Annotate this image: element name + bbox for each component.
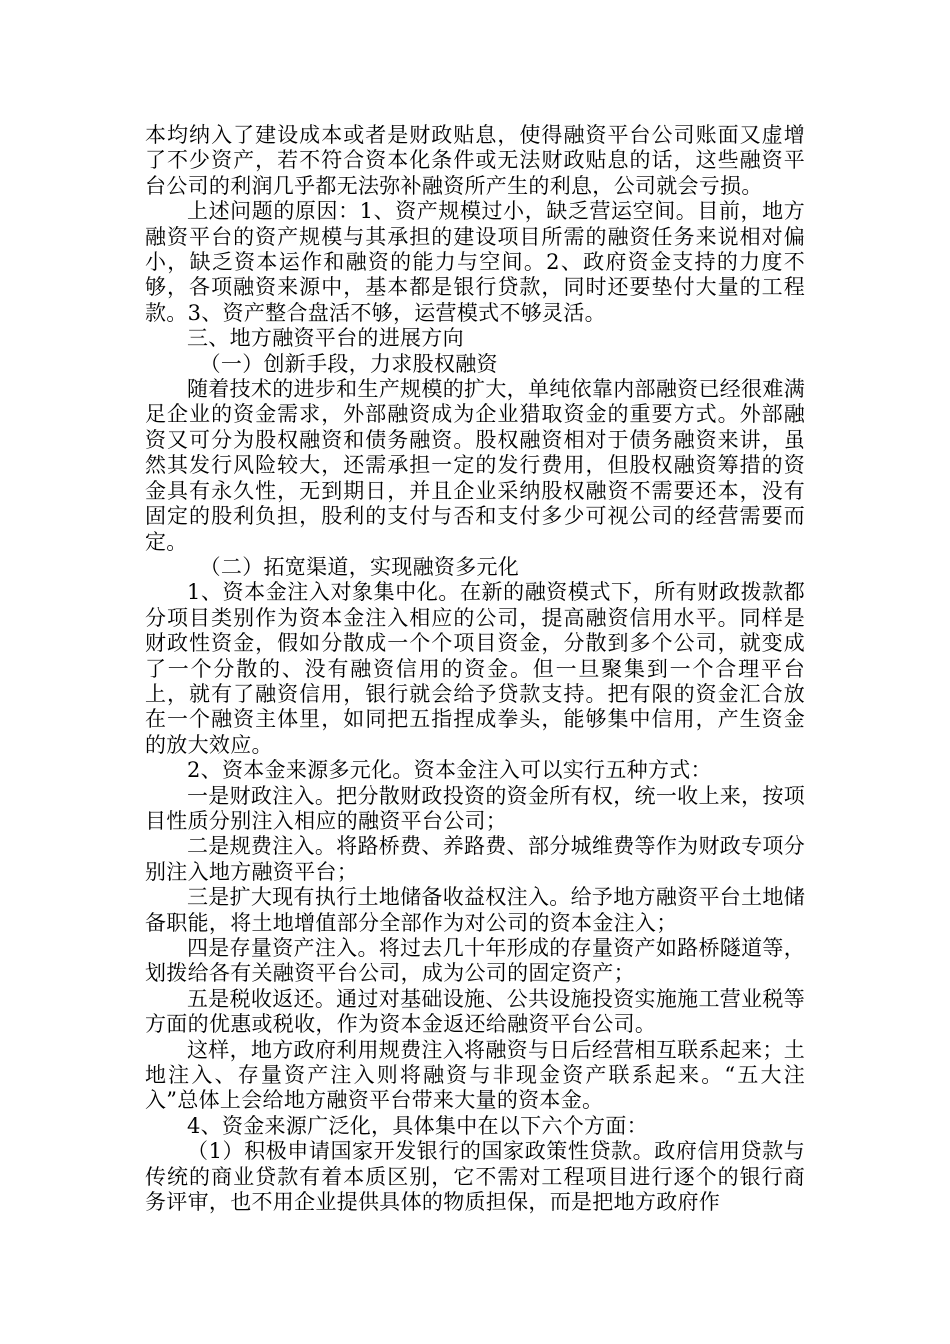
paragraph-equity-financing: 随着技术的进步和生产规模的扩大，单纯依靠内部融资已经很难满足企业的资金需求，外部融资成为企业猎取资金的重要方式。外部融资又可分为股权融资和债务融资。股权融资相对于债务融资来讲，虽然其发行风险较大，还需承担一定的发行费用，但股权融资筹措的资金具有永久性，无到期日，并且企业采纳股权融资不需要还本，没有固定的股利负担，股利的支付与否和支付多少可视公司的经营需要而定。 xyxy=(145,377,805,554)
paragraph-stock-asset-injection: 四是存量资产注入。将过去几十年形成的存量资产如路桥隧道等，划拨给各有关融资平台公司，成为公司的固定资产； xyxy=(145,936,805,986)
paragraph-fiscal-injection: 一是财政注入。把分散财政投资的资金所有权，统一收上来，按项目性质分别注入相应的融资平台公司； xyxy=(145,783,805,833)
paragraph-problem-causes: 上述问题的原因：1、资产规模过小，缺乏营运空间。目前，地方融资平台的资产规模与其承担的建设项目所需的融资任务来说相对偏小，缺乏资本运作和融资的能力与空间。2、政府资金支持的力度不够，各项融资来源中，基本都是银行贷款，同时还要垫付大量的工程款。3、资产整合盘活不够，运营模式不够灵活。 xyxy=(145,199,805,325)
paragraph-capital-source-diversification: 2、资本金来源多元化。资本金注入可以实行五种方式： xyxy=(187,758,712,783)
paragraph-tax-rebate: 五是税收返还。通过对基础设施、公共设施投资实施施工营业税等方面的优惠或税收，作为资本金返还给融资平台公司。 xyxy=(145,986,805,1037)
paragraph-fee-injection: 二是规费注入。将路桥费、养路费、部分城维费等作为财政专项分别注入地方融资平台； xyxy=(145,834,805,884)
subheading-diversified-financing: （二）拓宽渠道，实现融资多元化 xyxy=(199,554,520,579)
paragraph-capital-injection-centralization: 1、资本金注入对象集中化。在新的融资模式下，所有财政拨款都分项目类别作为资本金注入相应的公司，提高融资信用水平。同样是财政性资金，假如分散成一个个项目资金，分散到多个公司，就变成了一个分散的、没有融资信用的资金。但一旦聚集到一个合理平台上，就有了融资信用，银行就会给予贷款支持。把有限的资金汇合放在一个融资主体里，如同把五指捏成拳头，能够集中信用，产生资金的放大效应。 xyxy=(145,580,805,757)
paragraph-land-reserve-injection: 三是扩大现有执行土地储备收益权注入。给予地方融资平台土地储备职能，将土地增值部分全部作为对公司的资本金注入； xyxy=(145,885,805,935)
paragraph-policy-loans: （1）积极申请国家开发银行的国家政策性贷款。政府信用贷款与传统的商业贷款有着本质区别，它不需对工程项目进行逐个的银行商务评审，也不用企业提供具体的物质担保，而是把地方政府作 xyxy=(145,1139,805,1215)
paragraph-five-injections-summary: 这样，地方政府利用规费注入将融资与日后经营相互联系起来；土地注入、存量资产注入则将融资与非现金资产联系起来。“五大注入”总体上会给地方融资平台带来大量的资本金。 xyxy=(145,1037,805,1113)
section-heading-development-direction: 三、地方融资平台的进展方向 xyxy=(187,326,464,351)
paragraph-funding-sources: 4、资金来源广泛化，具体集中在以下六个方面： xyxy=(187,1113,648,1138)
paragraph-continuation: 本均纳入了建设成本或者是财政贴息，使得融资平台公司账面又虚增了不少资产，若不符合资本化条件或无法财政贴息的话，这些融资平台公司的利润几乎都无法弥补融资所产生的利息，公司就会亏损。 xyxy=(145,123,805,198)
subheading-equity-financing: （一）创新手段，力求股权融资 xyxy=(199,351,498,376)
document-body xyxy=(145,123,805,1215)
